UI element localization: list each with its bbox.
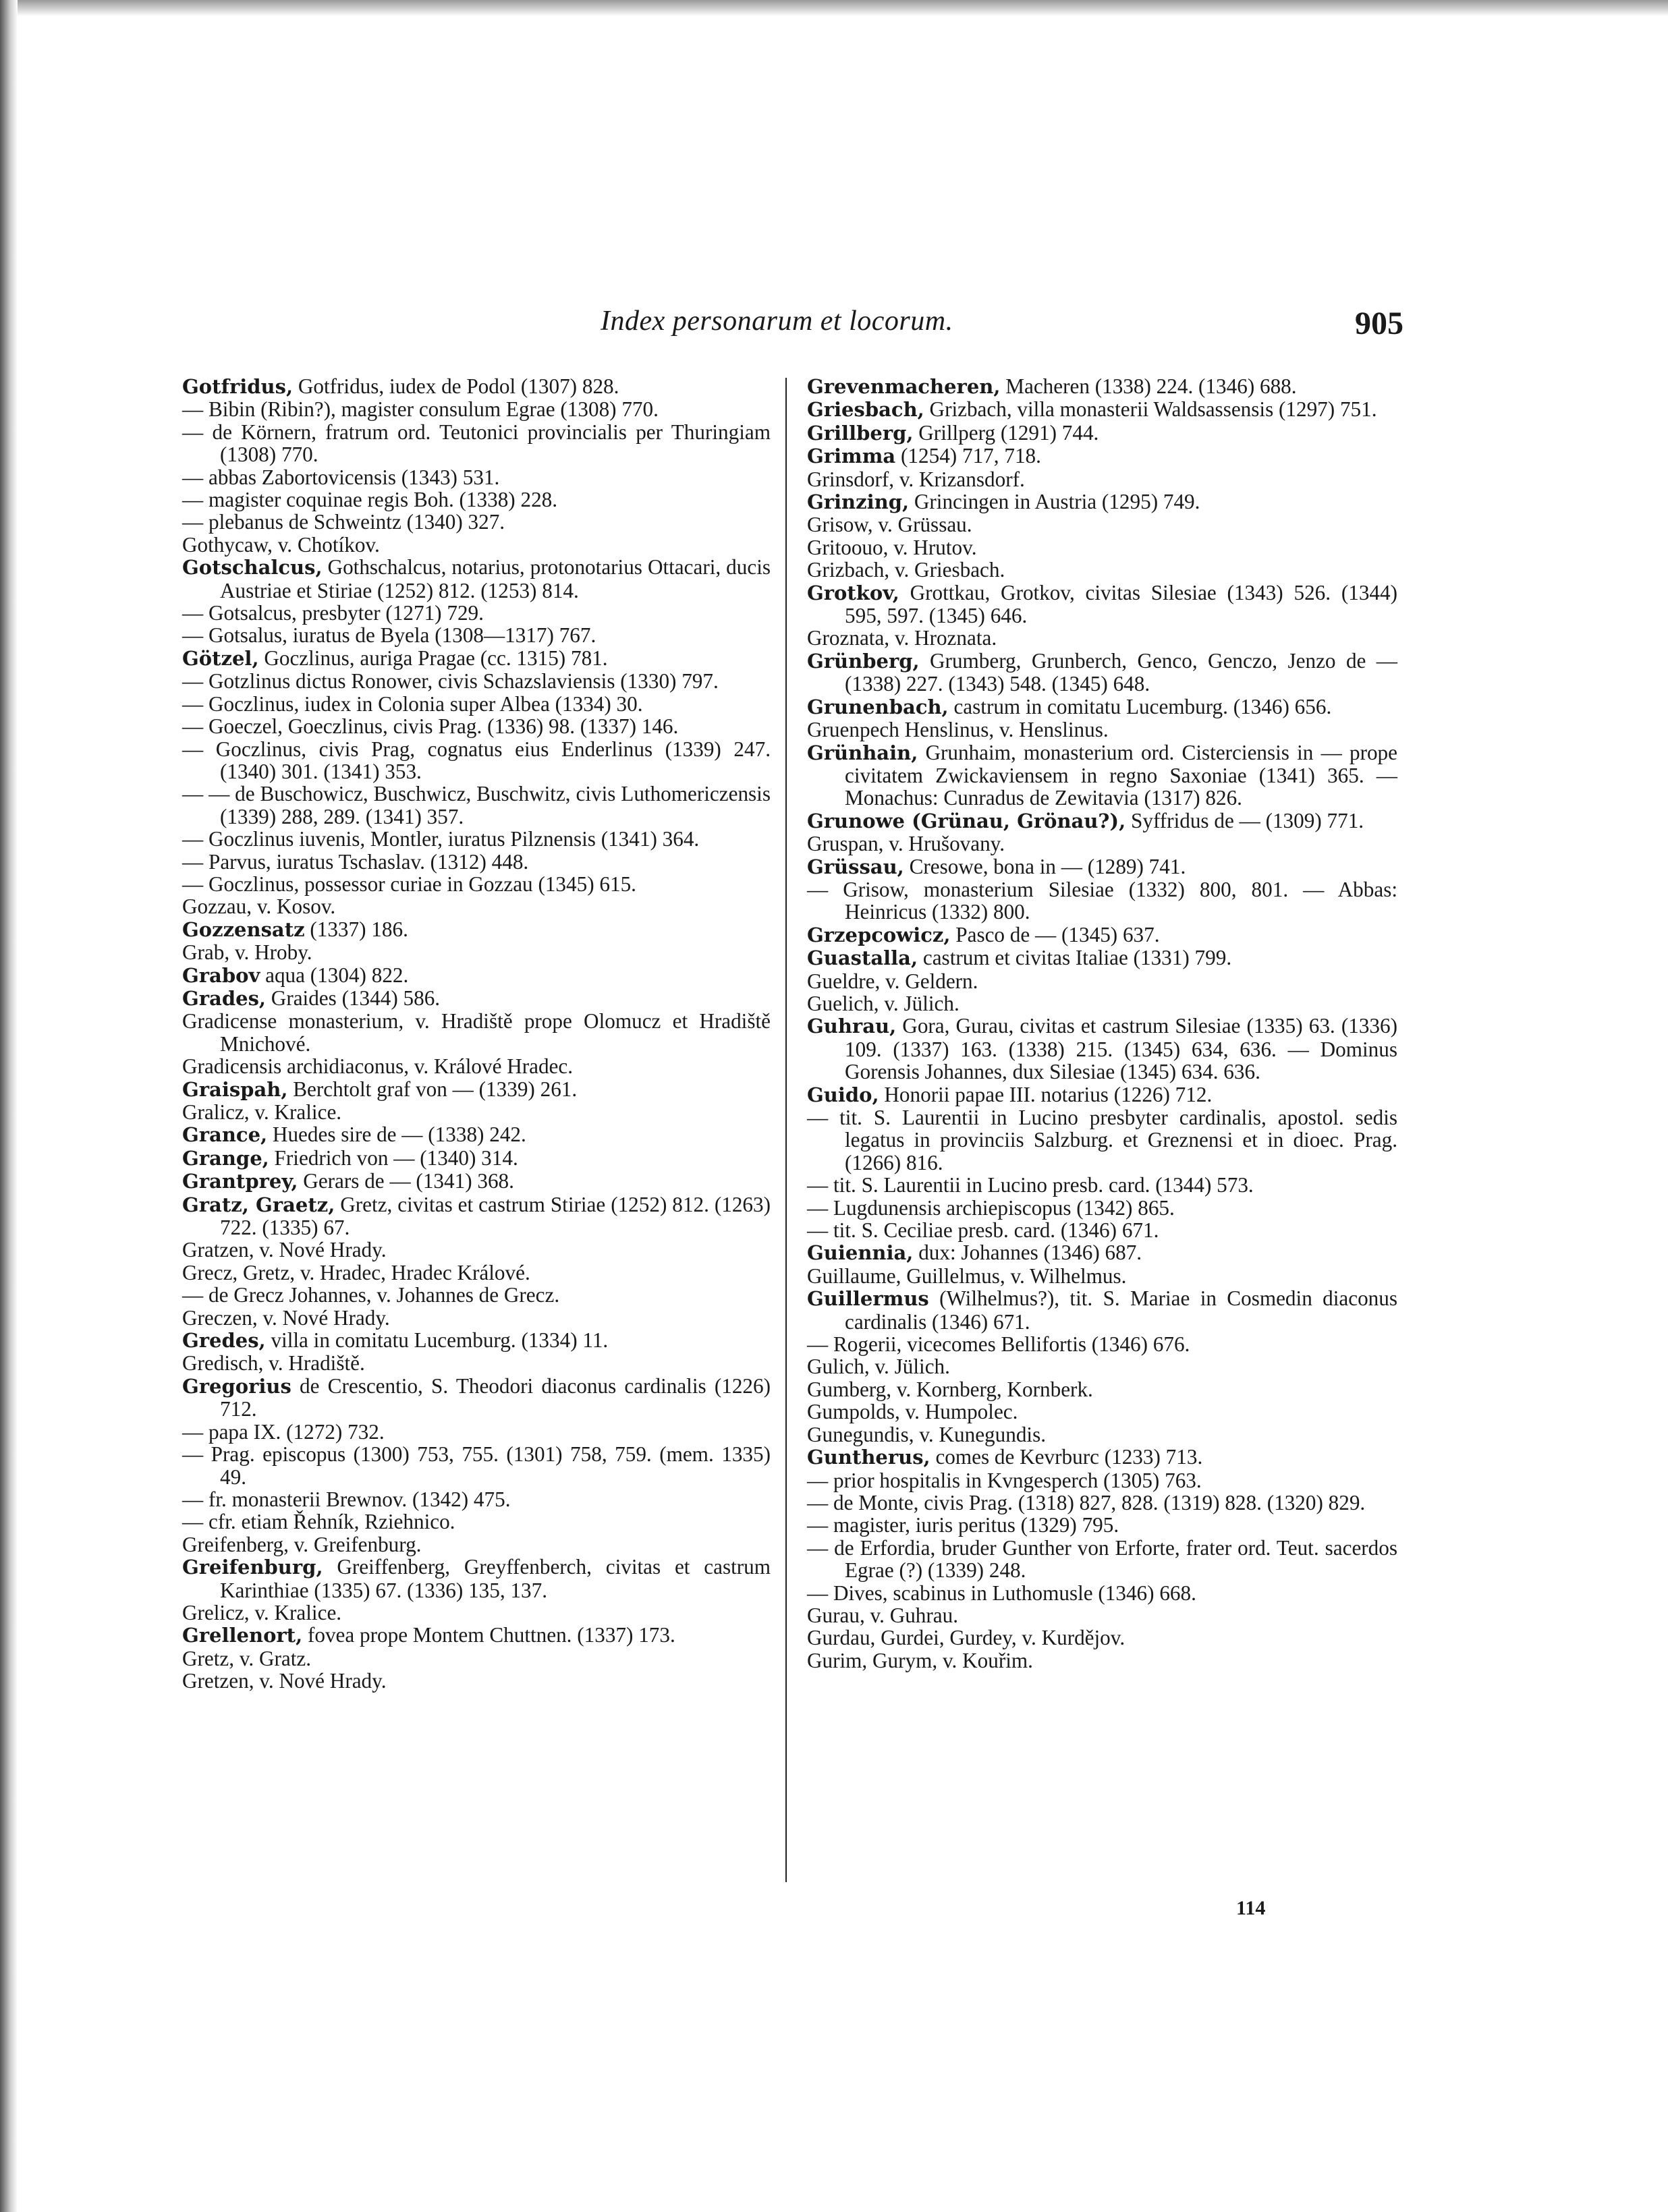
entry-text: Pasco de — (1345) 637. xyxy=(950,922,1160,946)
entry-text: Syffridus de — (1309) 771. xyxy=(1125,808,1364,832)
entry-text: Berchtolt graf von — (1339) 261. xyxy=(287,1077,578,1101)
index-entry xyxy=(182,783,771,828)
index-entry xyxy=(182,488,771,511)
index-entry xyxy=(807,582,1397,627)
entry-text: Gritoouo, v. Hrutov. xyxy=(807,535,977,559)
entry-text: Grillperg (1291) 744. xyxy=(913,420,1099,445)
entry-headword: Grimma xyxy=(807,445,896,468)
index-entry xyxy=(807,1355,1397,1378)
entry-text: Gumberg, v. Kornberg, Kornberk. xyxy=(807,1377,1093,1401)
entry-text: — magister, iuris peritus (1329) 795. xyxy=(807,1513,1119,1537)
index-entry xyxy=(807,559,1397,581)
entry-text: — Gotzlinus dictus Ronower, civis Schazslaviensis (1330) 797. xyxy=(182,669,719,693)
index-entry xyxy=(182,1601,771,1624)
entry-text: Grab, v. Hroby. xyxy=(182,940,312,965)
entry-text: castrum in comitatu Lucemburg. (1346) 656. xyxy=(948,694,1332,718)
entry-text: Groznata, v. Hroznata. xyxy=(807,626,997,650)
entry-headword: Gratz, Graetz, xyxy=(182,1193,335,1216)
entry-headword: Gregorius xyxy=(182,1374,291,1398)
entry-text: Huedes sire de — (1338) 242. xyxy=(267,1123,526,1147)
entry-text: — prior hospitalis in Kvngesperch (1305) 763. xyxy=(807,1468,1202,1492)
entry-text: Graides (1344) 586. xyxy=(266,986,441,1010)
entry-text: aqua (1304) 822. xyxy=(260,963,409,987)
entry-text: Gredisch, v. Hradiště. xyxy=(182,1351,365,1376)
entry-text: Gratzen, v. Nové Hrady. xyxy=(182,1238,387,1262)
page-header xyxy=(601,305,1403,345)
index-entry xyxy=(807,1083,1397,1106)
entry-headword: Grzepcowicz, xyxy=(807,923,951,946)
entry-headword: Guiennia, xyxy=(807,1241,914,1265)
index-entry xyxy=(182,1488,771,1510)
entry-text: — Parvus, iuratus Tschaslav. (1312) 448. xyxy=(182,849,529,874)
entry-text: Grincingen in Austria (1295) 749. xyxy=(909,490,1200,514)
index-entry xyxy=(182,466,771,488)
index-entry xyxy=(182,375,771,398)
scan-left-edge xyxy=(0,0,18,2212)
entry-text: Gora, Gurau, civitas et castrum Silesiae (1335) 63. (1336) 109. (1337) 163. (1338) 215. (1345) 634, 636. — Dominus Gorensis Johannes, dux Silesiae (1345) 634. 636. xyxy=(845,1014,1397,1084)
index-entry xyxy=(182,1443,771,1488)
entry-text: — Gotsalcus, presbyter (1271) 729. xyxy=(182,601,484,625)
entry-headword: Grüssau, xyxy=(807,855,904,878)
index-entry xyxy=(807,1582,1397,1604)
index-entry xyxy=(182,851,771,873)
index-entry xyxy=(182,1624,771,1647)
index-entry xyxy=(807,1446,1397,1469)
entry-text: Gralicz, v. Kralice. xyxy=(182,1100,342,1124)
entry-text: — Goczlinus iuvenis, Montler, iuratus Pilznensis (1341) 364. xyxy=(182,827,700,851)
index-entry xyxy=(807,398,1397,421)
index-entry xyxy=(182,1647,771,1670)
index-entry xyxy=(182,1193,771,1239)
index-entry xyxy=(182,1078,771,1101)
entry-text: Gothschalcus, notarius, protonotarius Ottacari, ducis Austriae et Stiriae (1252) 812. (1253) 814. xyxy=(220,555,771,602)
entry-text: — tit. S. Laurentii in Lucino presb. card. (1344) 573. xyxy=(807,1173,1254,1197)
entry-text: castrum et civitas Italiae (1331) 799. xyxy=(918,946,1232,970)
index-entry xyxy=(182,693,771,715)
index-entry xyxy=(182,1307,771,1329)
index-entry xyxy=(182,873,771,895)
entry-text: Cresowe, bona in — (1289) 741. xyxy=(904,854,1186,878)
entry-text: — cfr. etiam Řehník, Rziehnico. xyxy=(182,1510,455,1534)
index-entry xyxy=(807,832,1397,855)
entry-text: — Goczlinus, possessor curiae in Gozzau (1345) 615. xyxy=(182,872,636,896)
index-entry xyxy=(182,602,771,624)
entry-text: Gruenpech Henslinus, v. Henslinus. xyxy=(807,718,1109,742)
index-entry xyxy=(807,1197,1397,1219)
index-entry xyxy=(182,1375,771,1421)
entry-text: Gueldre, v. Geldern. xyxy=(807,969,978,993)
index-entry xyxy=(182,624,771,646)
index-entry xyxy=(182,1101,771,1123)
entry-headword: Grange, xyxy=(182,1146,269,1170)
entry-headword: Grevenmacheren, xyxy=(807,375,1001,398)
index-entry xyxy=(182,1239,771,1261)
index-entry xyxy=(807,1626,1397,1649)
entry-headword: Grünhain, xyxy=(807,741,918,764)
entry-headword: Grades, xyxy=(182,986,266,1010)
entry-text: Honorii papae III. notarius (1226) 712. xyxy=(879,1082,1213,1106)
entry-headword: Grünberg, xyxy=(807,649,920,673)
index-entry xyxy=(807,1106,1397,1174)
entry-text: Greczen, v. Nové Hrady. xyxy=(182,1305,390,1330)
entry-text: — Goczlinus, iudex in Colonia super Albea (1334) 30. xyxy=(182,691,643,716)
entry-text: — Grisow, monasterium Silesiae (1332) 800, 801. — Abbas: Heinricus (1332) 800. xyxy=(807,877,1397,924)
index-entry xyxy=(807,696,1397,718)
entry-text: (1254) 717, 718. xyxy=(895,444,1041,468)
index-entry xyxy=(807,1219,1397,1241)
index-entry xyxy=(182,918,771,941)
index-entry xyxy=(807,513,1397,536)
entry-headword: Guhrau, xyxy=(807,1015,897,1038)
entry-text: — Rogerii, vicecomes Bellifortis (1346) 676. xyxy=(807,1332,1190,1357)
entry-text: Gurim, Gurym, v. Kouřim. xyxy=(807,1648,1033,1672)
entry-text: Gotfridus, iudex de Podol (1307) 828. xyxy=(293,374,619,398)
index-entry xyxy=(182,1329,771,1352)
entry-headword: Grinzing, xyxy=(807,490,910,514)
index-entry xyxy=(182,1010,771,1055)
entry-text: Grisow, v. Grüssau. xyxy=(807,513,972,537)
entry-text: — Goczlinus, civis Prag, cognatus eius Enderlinus (1339) 247. (1340) 301. (1341) 353. xyxy=(182,737,771,783)
entry-headword: Guillermus xyxy=(807,1287,929,1311)
index-entry xyxy=(807,536,1397,559)
index-entry xyxy=(807,422,1397,445)
entry-text: Gruspan, v. Hrušovany. xyxy=(807,832,1005,856)
entry-headword: Grance, xyxy=(182,1123,268,1147)
entry-text: — magister coquinae regis Boh. (1338) 228. xyxy=(182,488,558,512)
index-entry xyxy=(182,511,771,533)
page-number: 905 xyxy=(1355,306,1403,341)
entry-text: Grumberg, Grunberch, Genco, Genczo, Jenzo de — (1338) 227. (1343) 548. (1345) 648. xyxy=(845,648,1397,696)
entry-headword: Gredes, xyxy=(182,1329,266,1353)
entry-text: Macheren (1338) 224. (1346) 688. xyxy=(1000,374,1297,398)
entry-headword: Gotschalcus, xyxy=(182,556,323,579)
index-entry xyxy=(182,1533,771,1556)
entry-text: Grunhaim, monasterium ord. Cisterciensis in — prope civitatem Zwickaviensem in regno Saxoniae (1341) 365. — Monachus: Cunradus de Zewitavia (1317) 826. xyxy=(845,740,1397,810)
entry-headword: Guastalla, xyxy=(807,946,918,970)
entry-text: — abbas Zabortovicensis (1343) 531. xyxy=(182,465,500,489)
index-entry xyxy=(807,375,1397,398)
index-entry xyxy=(182,1670,771,1692)
entry-text: Gretz, civitas et castrum Stiriae (1252) 812. (1263) 722. (1335) 67. xyxy=(220,1192,771,1240)
entry-text: Gumpolds, v. Humpolec. xyxy=(807,1400,1018,1424)
index-entry xyxy=(182,941,771,963)
index-entry xyxy=(807,1649,1397,1672)
signature-mark: 114 xyxy=(1236,1897,1266,1919)
entry-text: — Dives, scabinus in Luthomusle (1346) 668. xyxy=(807,1581,1196,1605)
entry-text: — fr. monasterii Brewnov. (1342) 475. xyxy=(182,1487,511,1511)
entry-text: Gothycaw, v. Chotíkov. xyxy=(182,532,380,557)
index-entry xyxy=(807,878,1397,924)
entry-text: Guelich, v. Jülich. xyxy=(807,991,960,1015)
entry-text: — de Erfordia, bruder Gunther von Erforte, frater ord. Teut. sacerdos Egrae (?) (1339) 248. xyxy=(807,1535,1397,1583)
index-entry xyxy=(182,895,771,917)
entry-text: Gradicensis archidiaconus, v. Králové Hradec. xyxy=(182,1054,574,1079)
index-entry xyxy=(182,738,771,783)
entry-headword: Grunowe (Grünau, Grönau?), xyxy=(807,809,1126,832)
index-entry xyxy=(807,1400,1397,1423)
index-entry xyxy=(182,1261,771,1284)
entry-text: villa in comitatu Lucemburg. (1334) 11. xyxy=(265,1328,609,1353)
entry-text: — — de Buschowicz, Buschwicz, Buschwitz, civis Luthomericzensis (1339) 288, 289. (1341) 357. xyxy=(182,782,771,828)
entry-headword: Grabov xyxy=(182,963,260,987)
entry-text: — de Körnern, fratrum ord. Teutonici provincialis per Thuringiam (1308) 770. xyxy=(182,420,771,467)
entry-text: (Wilhelmus?), tit. S. Mariae in Cosmedin diaconus cardinalis (1346) 671. xyxy=(845,1286,1397,1334)
entry-headword: Greifenburg, xyxy=(182,1556,323,1579)
entry-text: — de Grecz Johannes, v. Johannes de Grecz. xyxy=(182,1283,560,1307)
scan-top-edge xyxy=(0,0,1668,16)
index-entry xyxy=(182,534,771,556)
entry-text: — Bibin (Ribin?), magister consulum Egrae (1308) 770. xyxy=(182,397,659,422)
index-entry xyxy=(182,1421,771,1443)
column-divider xyxy=(785,378,787,1882)
entry-text: — tit. S. Laurentii in Lucino presbyter cardinalis, apostol. sedis legatus in provinciis Salzburg. et Greznensi et in dioec. Prag. (1266) 816. xyxy=(807,1106,1397,1174)
entry-text: Grecz, Gretz, v. Hradec, Hradec Králové. xyxy=(182,1260,530,1284)
entry-text: dux: Johannes (1346) 687. xyxy=(913,1241,1142,1265)
index-entry xyxy=(807,1015,1397,1083)
index-entry xyxy=(807,650,1397,696)
index-entry xyxy=(807,855,1397,878)
index-entry xyxy=(807,1265,1397,1287)
entry-headword: Gozzensatz xyxy=(182,917,305,941)
entry-text: comes de Kevrburc (1233) 713. xyxy=(930,1445,1203,1469)
entry-text: — plebanus de Schweintz (1340) 327. xyxy=(182,510,505,534)
entry-headword: Götzel, xyxy=(182,646,259,670)
entry-text: Greiffenberg, Greyffenberch, civitas et castrum Karinthiae (1335) 67. (1336) 135, 137. xyxy=(220,1555,771,1602)
index-entry xyxy=(807,627,1397,649)
entry-text: fovea prope Montem Chuttnen. (1337) 173. xyxy=(302,1623,675,1647)
entry-text: Gretzen, v. Nové Hrady. xyxy=(182,1669,387,1693)
index-entry xyxy=(807,1514,1397,1536)
entry-text: Gunegundis, v. Kunegundis. xyxy=(807,1422,1047,1446)
index-entry xyxy=(182,1055,771,1077)
running-title: Index personarum et locorum. xyxy=(601,306,953,337)
index-entry xyxy=(807,946,1397,969)
entry-headword: Guido, xyxy=(807,1083,879,1106)
index-entry xyxy=(807,718,1397,741)
index-entry xyxy=(182,1510,771,1533)
index-entry xyxy=(807,970,1397,992)
index-entry xyxy=(807,810,1397,832)
index-entry xyxy=(807,992,1397,1015)
entry-text: Gurdau, Gurdei, Gurdey, v. Kurdějov. xyxy=(807,1626,1125,1650)
entry-headword: Griesbach, xyxy=(807,398,924,422)
index-entry xyxy=(182,1147,771,1170)
index-entry xyxy=(182,964,771,987)
entry-text: Gretz, v. Gratz. xyxy=(182,1646,312,1670)
entry-text: Guillaume, Guillelmus, v. Wilhelmus. xyxy=(807,1264,1127,1288)
index-entry xyxy=(182,1170,771,1193)
entry-headword: Graispah, xyxy=(182,1077,288,1101)
entry-text: — tit. S. Ceciliae presb. card. (1346) 671. xyxy=(807,1218,1159,1243)
entry-text: Grelicz, v. Kralice. xyxy=(182,1600,342,1624)
entry-text: Greifenberg, v. Greifenburg. xyxy=(182,1532,422,1556)
entry-text: Gurau, v. Guhrau. xyxy=(807,1603,959,1627)
entry-text: — Gotsalus, iuratus de Byela (1308—1317) 767. xyxy=(182,623,596,648)
index-entry xyxy=(807,1604,1397,1626)
entry-text: Grottkau, Grotkov, civitas Silesiae (1343) 526. (1344) 595, 597. (1345) 646. xyxy=(845,580,1397,628)
index-entry xyxy=(807,1241,1397,1264)
entry-text: Goczlinus, auriga Pragae (cc. 1315) 781. xyxy=(258,646,608,670)
entry-headword: Grellenort, xyxy=(182,1624,303,1647)
index-entry xyxy=(182,715,771,737)
entry-text: — Lugdunensis archiepiscopus (1342) 865. xyxy=(807,1195,1175,1220)
entry-headword: Gotfridus, xyxy=(182,375,294,398)
index-entry xyxy=(182,987,771,1010)
index-entry xyxy=(182,1284,771,1306)
entry-text: Grizbach, villa monasterii Waldsassensis (1297) 751. xyxy=(924,397,1377,422)
index-entry xyxy=(807,1423,1397,1446)
entry-text: Friedrich von — (1340) 314. xyxy=(269,1145,518,1170)
left-column xyxy=(182,375,771,1693)
right-column xyxy=(807,375,1397,1672)
index-entry xyxy=(182,1556,771,1601)
index-entry xyxy=(807,445,1397,467)
entry-text: Grizbach, v. Griesbach. xyxy=(807,558,1005,582)
entry-text: — Goeczel, Goeczlinus, civis Prag. (1336) 98. (1337) 146. xyxy=(182,714,679,739)
index-entry xyxy=(807,924,1397,946)
entry-text: — Prag. episcopus (1300) 753, 755. (1301) 758, 759. (mem. 1335) 49. xyxy=(182,1442,771,1489)
entry-text: Gerars de — (1341) 368. xyxy=(298,1169,514,1193)
index-entry xyxy=(182,647,771,670)
entry-text: Gradicense monasterium, v. Hradiště prope Olomucz et Hradiště Mnichové. xyxy=(182,1009,771,1056)
entry-text: Gozzau, v. Kosov. xyxy=(182,895,336,919)
index-entry xyxy=(807,1287,1397,1333)
index-entry xyxy=(807,1469,1397,1492)
entry-headword: Guntherus, xyxy=(807,1446,930,1469)
entry-text: (1337) 186. xyxy=(304,917,408,941)
index-entry xyxy=(807,1174,1397,1196)
index-entry xyxy=(807,741,1397,810)
index-entry xyxy=(182,1352,771,1374)
entry-headword: Grotkov, xyxy=(807,581,899,604)
index-entry xyxy=(182,556,771,602)
index-entry xyxy=(182,421,771,466)
entry-headword: Grantprey, xyxy=(182,1170,298,1193)
index-entry xyxy=(807,1492,1397,1514)
index-entry xyxy=(182,398,771,420)
index-entry xyxy=(182,1123,771,1146)
index-entry xyxy=(807,1333,1397,1355)
entry-text: de Crescentio, S. Theodori diaconus cardinalis (1226) 712. xyxy=(220,1373,771,1421)
index-entry xyxy=(807,468,1397,490)
entry-headword: Grunenbach, xyxy=(807,695,949,718)
entry-text: — papa IX. (1272) 732. xyxy=(182,1419,385,1444)
index-entry xyxy=(807,1378,1397,1400)
index-entry xyxy=(807,1537,1397,1582)
entry-text: Grinsdorf, v. Krizansdorf. xyxy=(807,467,1025,491)
index-entry xyxy=(182,670,771,692)
entry-text: Gulich, v. Jülich. xyxy=(807,1355,950,1379)
index-entry xyxy=(807,490,1397,513)
entry-text: — de Monte, civis Prag. (1318) 827, 828. (1319) 828. (1320) 829. xyxy=(807,1490,1366,1514)
index-entry xyxy=(182,828,771,850)
entry-headword: Grillberg, xyxy=(807,421,914,445)
